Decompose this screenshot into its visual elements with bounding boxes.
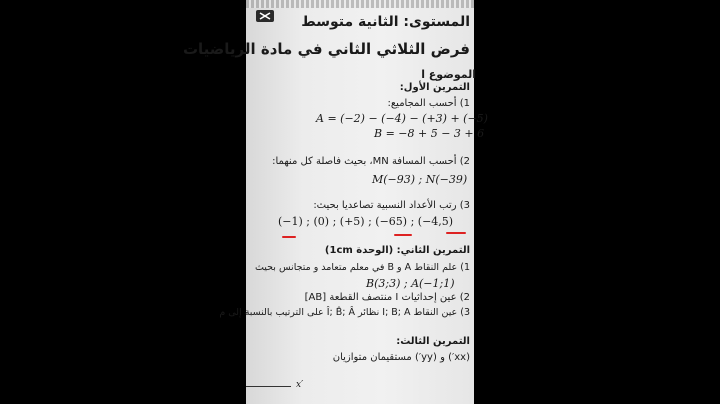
exam-paper bbox=[182, 0, 488, 404]
ex3-line: (xx′) و (yy′) مستقيمان متوازيان bbox=[332, 352, 470, 363]
ex2-heading: التمرين الثاني: (الوحدة 1cm) bbox=[324, 245, 470, 256]
ex2-q3: 3) عين النقاط I; B; A نظائر Î; B̂; Â على الترتيب بالنسبة إلى م bbox=[219, 307, 470, 318]
underline-1 bbox=[282, 236, 296, 238]
ex1-q2: 2) أحسب المسافة MN، بحيث فاصلة كل منهما: bbox=[272, 156, 470, 167]
level-line: المستوى: الثانية متوسط bbox=[301, 14, 470, 30]
header-strip bbox=[246, 0, 474, 8]
equation-b: B = −8 + 5 − 3 + 6 bbox=[374, 127, 485, 140]
ex1-heading: التمرين الأول: bbox=[399, 82, 470, 93]
relative-numbers: (−1) ; (0) ; (+5) ; (−65) ; (−4,5) bbox=[278, 215, 454, 228]
axis-label: x′ bbox=[296, 380, 304, 390]
ex2-q1: 1) علم النقاط A و B في معلم متعامد و متجانس بحيث bbox=[254, 262, 470, 273]
exam-title: فرض الثلاثي الثاني في مادة الرياضيات bbox=[182, 40, 470, 58]
ex3-heading: التمرين الثالث: bbox=[396, 336, 470, 347]
ex1-q3: 3) رتب الأعداد النسبية تصاعديا بحيث: bbox=[313, 200, 470, 211]
coords-ab: B(3;3) ; A(−1;1) bbox=[366, 277, 455, 290]
ex2-q2: 2) عين إحداثيات I منتصف القطعة [AB] bbox=[304, 292, 470, 303]
axis-line bbox=[246, 386, 291, 387]
ex1-q1: 1) أحسب المجاميع: bbox=[387, 98, 470, 109]
topic-line: الموضوع ا bbox=[421, 68, 476, 81]
equation-a: A = (−2) − (−4) − (+3) + (−5) bbox=[316, 112, 488, 125]
capcut-icon bbox=[256, 10, 274, 22]
underline-3 bbox=[446, 232, 466, 234]
points-mn: M(−93) ; N(−39) bbox=[372, 173, 468, 186]
underline-2 bbox=[394, 234, 412, 236]
